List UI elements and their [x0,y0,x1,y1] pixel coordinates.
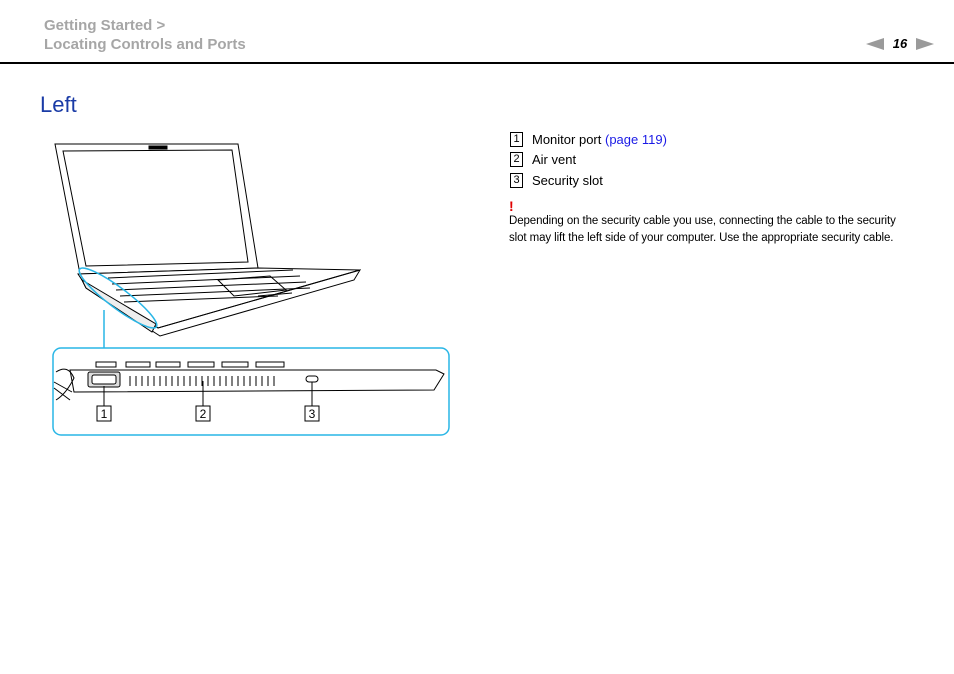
page-number: 16 [892,36,908,51]
previous-page-icon[interactable] [866,38,884,50]
laptop-base [78,268,360,336]
callout-item-number: 2 [510,152,523,167]
page-link[interactable]: (page 119) [605,131,667,147]
callout-item [510,170,667,191]
callout-item [510,129,667,150]
callout-number-2: 2 [199,407,207,421]
laptop-left-side-illustration [48,138,452,438]
breadcrumb-parent[interactable]: Getting Started > [44,17,166,34]
callout-box-1 [97,406,111,421]
callout-item-label: Monitor port [532,131,602,147]
callout-item-number: 3 [510,173,523,188]
callout-list [510,129,667,191]
laptop-lid [55,144,258,274]
page-navigation [866,36,934,51]
callout-box-2 [196,406,210,421]
next-page-icon[interactable] [916,38,934,50]
note-text: Depending on the security cable you use, connecting the cable to the security slot may lift the left side of your computer. Use the appropriate security cable. [509,215,896,244]
callout-item-label: Air vent [532,152,577,168]
breadcrumb [44,16,246,54]
callout-number-3: 3 [308,407,316,421]
callout-number-1: 1 [100,407,108,421]
section-title: Left [40,92,77,117]
callout-item-label: Security slot [532,172,603,188]
callout-box-3 [305,406,319,421]
header-divider [0,62,954,64]
callout-item [510,150,667,171]
breadcrumb-current[interactable]: Locating Controls and Ports [44,36,246,53]
callout-item-number: 1 [510,132,523,147]
caution-note [509,199,909,246]
warning-icon: ! [509,198,514,214]
